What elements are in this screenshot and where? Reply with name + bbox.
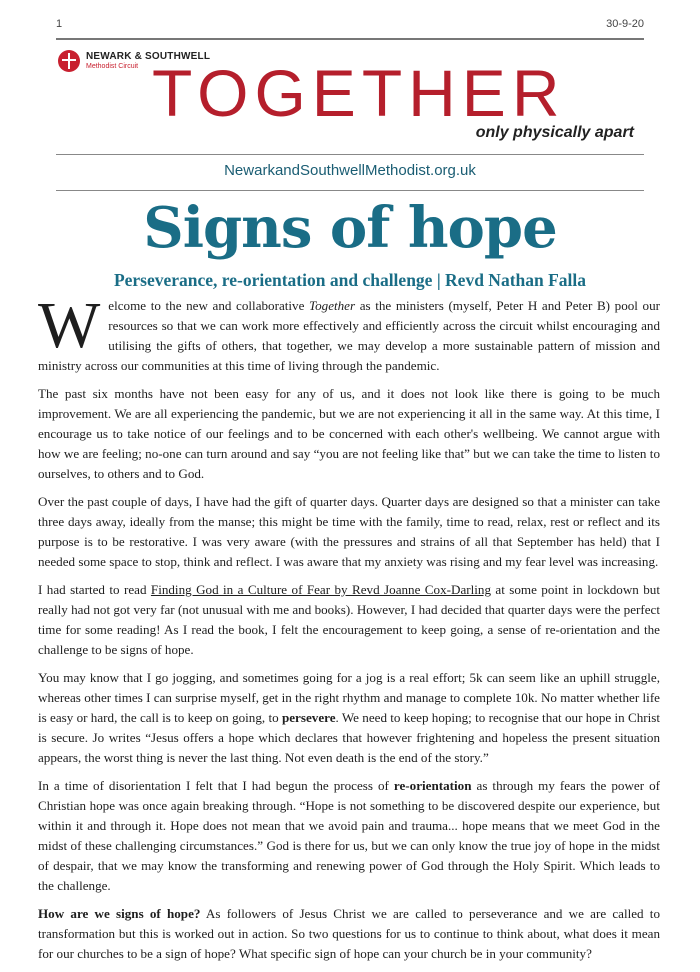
keyword-persevere: persevere [281,710,336,725]
paragraph-1: Welcome to the new and collaborative Together as the ministers (myself, Peter H and Peter B) pool our resources so that we can work more effectively and efficiently across the circuit whilst encouraging and utilising the gifts of others, that together, we may develop a more sustainable pattern of mission and ministry across our communities at this time of living through the pandemic. [38,289,660,373]
top-divider [56,38,644,40]
masthead-tagline: only physically apart [475,124,634,141]
website-link[interactable]: NewarkandSouthwellMethodist.org.uk [224,162,476,179]
logo-subtitle: Methodist Circuit [86,62,139,70]
methodist-cross-icon [58,50,80,72]
top-bar [56,18,644,30]
paragraph-6: In a time of disorientation I felt that I had begun the process of re-orientation as through my fears the power of Christian hope was once again breaking through. “Hope is not something to be discovered despite our experience, but within it and through it. Hope does not mean that we avoid pain and trauma... hope means that we meet God in the midst of these challenging circumstances.” God is there for us, but we can only know the true joy of hope in the midst of despair, that we may know the transforming and renewing power of God through the Holy Spirit. Which leads to the challenge. [38,778,661,893]
masthead-title: TOGETHER [152,56,566,130]
article-title: Signs of hope [143,195,557,261]
website-divider [56,190,644,191]
masthead-divider [56,154,644,155]
article-body [38,289,661,972]
paragraph-5: You may know that I go jogging, and sometimes going for a jog is a real effort; 5k can seem like an uphill struggle, whereas other times I can surprise myself, get in the right rhythm and manage to complete 10k. No matter whether life is easy or hard, the call is to keep on going, to persevere. We need to keep hoping; to recognise that our hope in Christ is secure. Jo writes “Jesus offers a hope which declares that however frightening and hopeless the present situation appears, the worst thing is never the last thing. Not even death is the end of the story.” [38,670,660,765]
keyword-reorientation: re-orientation [393,778,472,793]
publication-name: Together [309,298,356,313]
page-number: 1 [56,18,63,30]
question-heading: How are we signs of hope? [38,906,201,921]
issue-date: 30-9-20 [606,18,644,30]
drop-cap: W [38,289,101,362]
paragraph-3: Over the past couple of days, I have had the gift of quarter days. Quarter days are designed so that a minister can take three days away, ideally from the manse; this might be time with the family, time to read, relax, rest or reflect and its purpose is to be restorative. I was very aware (with the pressures and strains of all that September has held) that I needed some space to stop, think and reflect. I was aware that my anxiety was rising and my fear level was increasing. [38,494,660,569]
paragraph-4: I had started to read Finding God in a Culture of Fear by Revd Joanne Cox-Darling at some point in lockdown but really had not got very far (not unusual with me and books). However, I had decided that quarter days were the perfect time for some reading! As I read the book, I felt the encouragement to keep going, a sense of re-orientation and the challenge to be signs of hope. [38,582,660,657]
logo-name: NEWARK & SOUTHWELL [86,51,211,63]
paragraph-2: The past six months have not been easy for any of us, and it does not look like there is going to be much improvement. We are all experiencing the pandemic, but we are not experiencing it all in the same way. At this time, I encourage us to take notice of our feelings and to be concerned with each other's wellbeing. We cannot argue with how we are feeling; no-one can turn around and say “you are not feeling like that” but we can take the time to listen to ourselves, to others and to God. [38,386,660,481]
article-subtitle: Perseverance, re-orientation and challenge | Revd Nathan Falla [113,270,587,290]
paragraph-7: How are we signs of hope? As followers of Jesus Christ we are called to perseverance and we are called to transformation but this is worked out in action. So two questions for us to continue to think about, what does it mean for our churches to be a sign of hope? What specific sign of hope can your church be in your community? [38,906,660,961]
book-title: Finding God in a Culture of Fear by Revd Joanne Cox-Darling [150,582,491,597]
